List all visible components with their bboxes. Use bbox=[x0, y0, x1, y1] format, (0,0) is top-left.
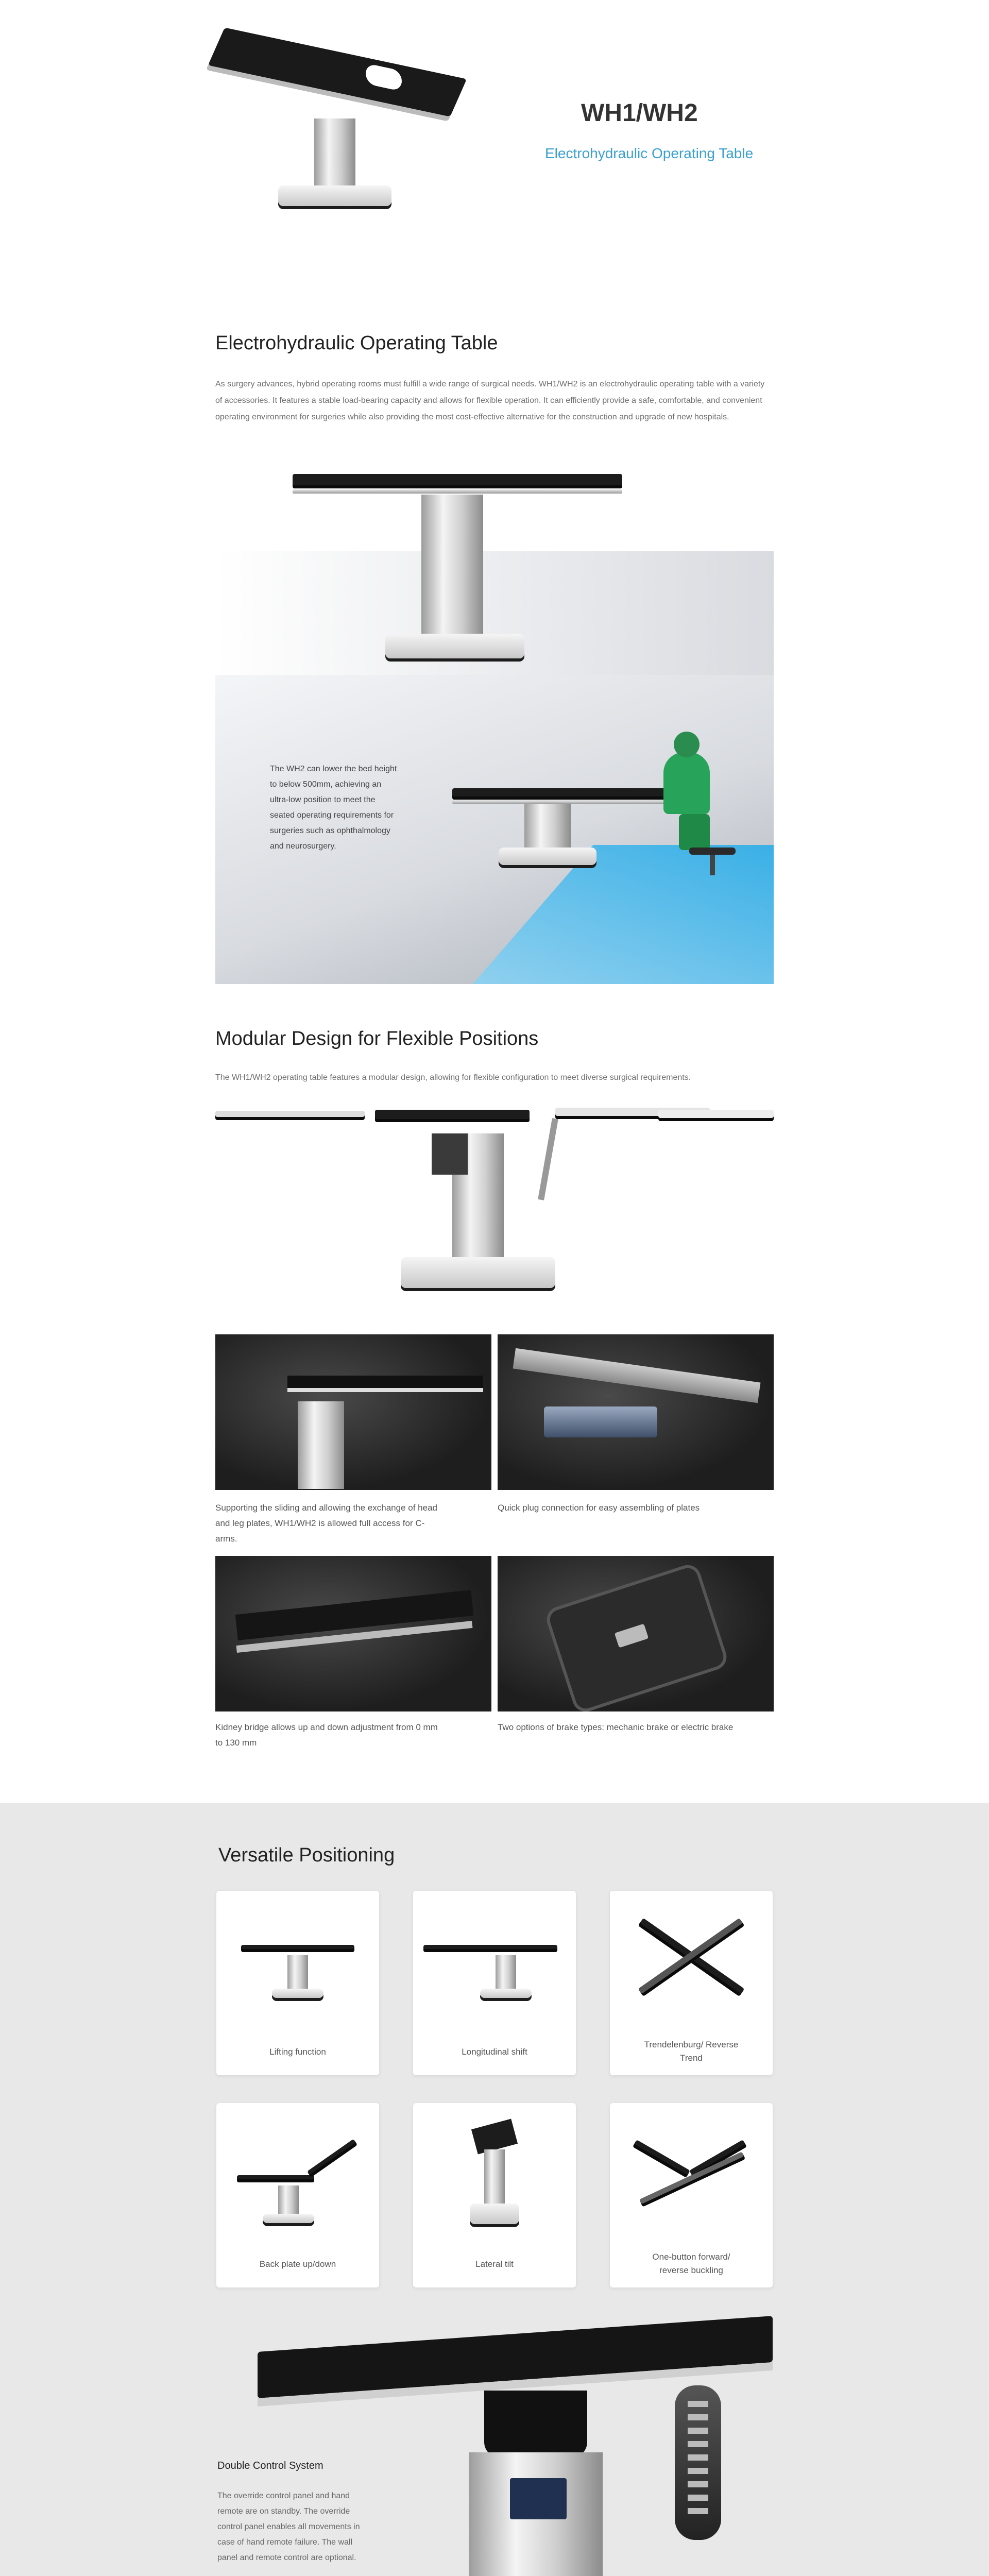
modular-photo-brake bbox=[498, 1556, 774, 1711]
modular-caption-4: Two options of brake types: mechanic brake or electric brake bbox=[498, 1722, 734, 1732]
position-label: Trendelenburg/ Reverse Trend bbox=[644, 2040, 739, 2063]
hero-subtitle: Electrohydraulic Operating Table bbox=[545, 145, 754, 161]
hero-section bbox=[0, 0, 989, 237]
control-system-image bbox=[216, 2308, 773, 2576]
position-card bbox=[610, 1891, 773, 2075]
modular-caption-3: Kidney bridge allows up and down adjustment from 0 mm to 130 mm bbox=[215, 1722, 438, 1748]
position-label: Lateral tilt bbox=[475, 2259, 514, 2269]
positioning-title: Versatile Positioning bbox=[218, 1844, 395, 1866]
control-text: The override control panel and hand remote are on standby. The override control panel enables all movements in case of hand remote failure. The wall panel and remote control are optional. bbox=[217, 2492, 360, 2562]
position-card bbox=[216, 1891, 379, 2075]
control-title: Double Control System bbox=[217, 2460, 323, 2471]
modular-caption-2: Quick plug connection for easy assembling of plates bbox=[498, 1503, 700, 1513]
intro-title: Electrohydraulic Operating Table bbox=[215, 332, 498, 354]
modular-photo-slide bbox=[215, 1334, 491, 1490]
position-label: Longitudinal shift bbox=[462, 2047, 527, 2057]
modular-photo-plug bbox=[498, 1334, 774, 1490]
modular-text: The WH1/WH2 operating table features a modular design, allowing for flexible configuration to meet diverse surgical requirements. bbox=[215, 1073, 691, 1082]
position-label: Back plate up/down bbox=[259, 2259, 336, 2269]
position-label: One-button forward/ reverse buckling bbox=[652, 2252, 730, 2275]
position-card bbox=[413, 2103, 576, 2287]
intro-text: As surgery advances, hybrid operating rooms must fulfill a wide range of surgical needs. WH1/WH2 is an electrohydraulic operating table with a variety of accessories. It features a stable load-bearing capacity and allows for flexible operation. It can efficiently provide a safe, comfortable, and convenient operating environment for surgeries while also providing the most cost-effective alternative for the construction and upgrade of new hospitals. bbox=[215, 380, 765, 421]
intro-product-image bbox=[215, 474, 774, 984]
modular-title: Modular Design for Flexible Positions bbox=[215, 1028, 539, 1049]
height-note: The WH2 can lower the bed height to below 500mm, achieving an ultra-low position to meet the seated operating requirements for surgeries such as ophthalmology and neurosurgery. bbox=[270, 765, 397, 851]
modular-caption-1: Supporting the sliding and allowing the exchange of head and leg plates, WH1/WH2 is allowed full access for C-arms. bbox=[215, 1503, 437, 1544]
hero-table-image bbox=[216, 46, 458, 222]
modular-photo-bridge bbox=[215, 1556, 491, 1711]
position-label: Lifting function bbox=[269, 2047, 326, 2057]
position-card bbox=[610, 2103, 773, 2287]
modular-exploded-image bbox=[215, 1103, 774, 1309]
hero-model: WH1/WH2 bbox=[581, 99, 698, 127]
position-card bbox=[413, 1891, 576, 2075]
position-card bbox=[216, 2103, 379, 2287]
positioning-section bbox=[0, 1803, 989, 2576]
